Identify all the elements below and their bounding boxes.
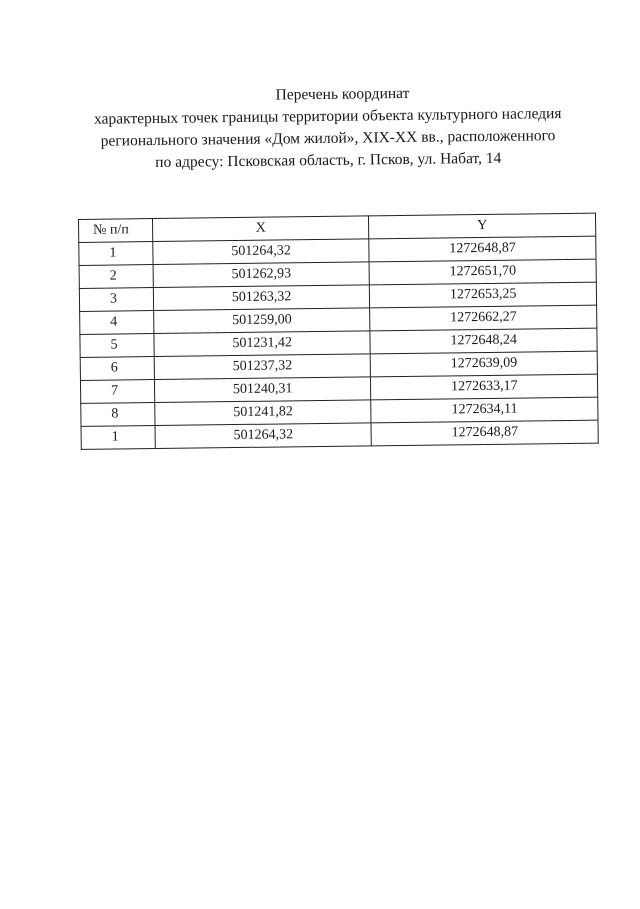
- cell-x: 501262,93: [153, 262, 370, 288]
- cell-y: 1272648,87: [369, 236, 596, 262]
- heading-line-2: характерных точек границы территории объекта культурного наследия: [93, 105, 562, 128]
- coordinates-table: [78, 213, 599, 450]
- table-row: [81, 420, 598, 449]
- cell-x: 501237,32: [154, 354, 371, 380]
- cell-number: 7: [80, 380, 154, 404]
- header-x: X: [152, 216, 369, 242]
- cell-y: 1272634,11: [371, 397, 598, 423]
- cell-number: 8: [81, 403, 155, 427]
- cell-y: 1272633,17: [371, 374, 598, 400]
- heading-line-4: по адресу: Псковская область, г. Псков, ул. Набат, 14: [155, 149, 502, 172]
- cell-x: 501264,32: [155, 423, 372, 449]
- cell-number: 4: [80, 311, 154, 335]
- cell-x: 501263,32: [153, 285, 370, 311]
- heading-line-1: Перечень координат: [275, 84, 410, 104]
- document-heading: [57, 81, 598, 176]
- cell-number: 1: [79, 242, 153, 266]
- cell-y: 1272648,24: [370, 328, 597, 354]
- cell-number: 5: [80, 334, 154, 358]
- cell-number: 1: [81, 426, 155, 450]
- cell-y: 1272648,87: [371, 420, 598, 446]
- cell-y: 1272662,27: [370, 305, 597, 331]
- header-y: Y: [369, 213, 596, 239]
- cell-y: 1272639,09: [371, 351, 598, 377]
- cell-x: 501231,42: [154, 331, 371, 357]
- cell-y: 1272653,25: [370, 282, 597, 308]
- heading-line-3: регионального значения «Дом жилой», XIX-XX вв., расположенного: [100, 127, 556, 150]
- header-number: № п/п: [78, 219, 152, 243]
- cell-y: 1272651,70: [369, 259, 596, 285]
- cell-x: 501264,32: [153, 239, 370, 265]
- cell-number: 6: [80, 357, 154, 381]
- cell-number: 3: [79, 288, 153, 312]
- cell-x: 501241,82: [155, 400, 372, 426]
- cell-x: 501259,00: [154, 308, 371, 334]
- cell-number: 2: [79, 265, 153, 289]
- cell-x: 501240,31: [154, 377, 371, 403]
